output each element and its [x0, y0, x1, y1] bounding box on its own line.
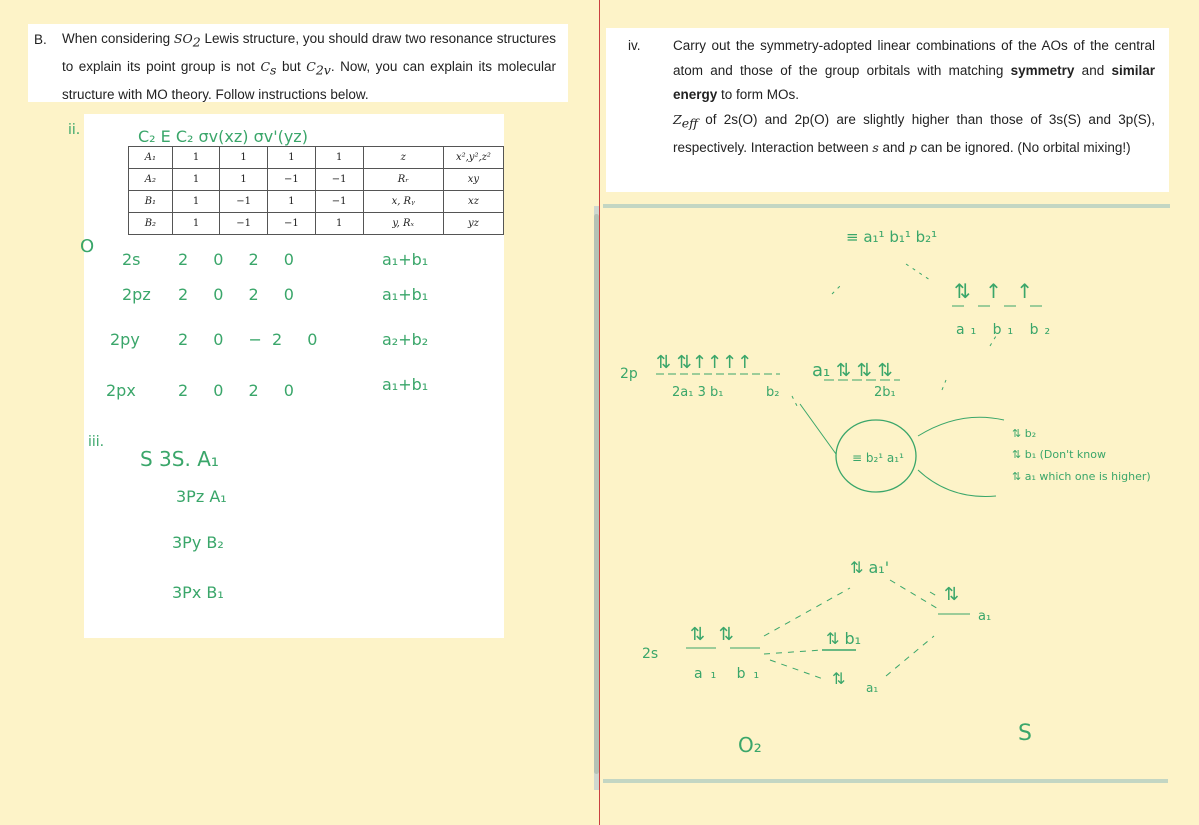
hw-ii-label: ii.	[68, 122, 81, 138]
irrep-cell: B₁	[129, 191, 173, 213]
quadratic-function-cell: xz	[443, 191, 503, 213]
irrep-cell: B₂	[129, 213, 173, 235]
hw-s-top-arrows: ⇅ ↑ ↑	[954, 279, 1037, 303]
hw-s-3s-level: ⇅	[944, 584, 960, 605]
character-cell: 1	[315, 213, 363, 235]
hw-row-2px-result: a₁+b₁	[382, 375, 429, 394]
character-cell: 1	[172, 169, 219, 191]
linear-function-cell: Rᵣ	[363, 169, 443, 191]
hw-o2p-b2: b₂	[766, 385, 780, 400]
hw-row-2px-values: 2 0 2 0	[178, 381, 304, 400]
hw-row-2px: 2px	[106, 381, 136, 400]
hw-row-2pz-result: a₁+b₁	[382, 285, 429, 304]
hw-row-2py-result: a₂+b₂	[382, 330, 429, 349]
hw-s-3s-label: a₁	[978, 609, 992, 624]
question-b-label: B.	[34, 32, 47, 47]
hw-low-a1-top: ⇅ a₁'	[850, 558, 890, 577]
hw-s-3pz: 3Pz A₁	[176, 487, 227, 506]
character-cell: 1	[172, 213, 219, 235]
question-b-text: When considering $SO_2$ Lewis structure, you should draw two resonance structures to explain its point group is not $C_s$ but $C_{2v}$. Now, you can explain its molecular structure with MO theory. Follow instructions below.	[62, 31, 557, 103]
quadratic-function-cell: yz	[443, 213, 503, 235]
character-cell: 1	[315, 147, 363, 169]
question-iv-para-2: $Z_{eff}$ of 2s(O) and 2p(O) are slightly higher than those of 3s(S) and 3p(S), respectively. Interaction between s and p can be ignored. (No orbital mixing!)	[673, 111, 1155, 155]
hw-mid-labels: 2b₁	[874, 385, 896, 400]
character-cell: 1	[172, 147, 219, 169]
linear-function-cell: z	[363, 147, 443, 169]
irrep-cell: A₁	[129, 147, 173, 169]
linear-function-cell: y, Rₓ	[363, 213, 443, 235]
hw-iii-label: iii.	[88, 434, 105, 450]
hw-label-o2: O₂	[738, 733, 762, 757]
hw-label-2p: 2p	[620, 366, 638, 382]
hw-row-2pz: 2pz	[122, 285, 151, 304]
hw-s-top-labels: a₁ b₁ b₂	[956, 322, 1057, 338]
hw-top-config: ≡ a₁¹ b₁¹ b₂¹	[846, 228, 938, 246]
quadratic-function-cell: x²,y²,z²	[443, 147, 503, 169]
character-cell: −1	[220, 213, 268, 235]
hw-o-label: O	[80, 236, 95, 257]
character-cell: −1	[268, 169, 316, 191]
hw-row-2s: 2s	[122, 250, 141, 269]
hw-mid-arrows: a₁ ⇅ ⇅ ⇅	[812, 360, 893, 381]
character-cell: −1	[220, 191, 268, 213]
hw-s-3s: S 3S. A₁	[140, 447, 219, 471]
character-cell: 1	[172, 191, 219, 213]
hw-s-3py: 3Py B₂	[172, 533, 224, 552]
hw-s-3px: 3Px B₁	[172, 583, 224, 602]
hw-row-2pz-values: 2 0 2 0	[178, 285, 304, 304]
character-cell: 1	[220, 147, 268, 169]
hw-o2p-labels: 2a₁ 3 b₁	[672, 385, 724, 400]
question-iv-para-1: Carry out the symmetry-adopted linear combinations of the AOs of the central atom and those of the group orbitals with matching symmetry and similar energy to form MOs.	[673, 38, 1155, 102]
hw-label-s: S	[1018, 721, 1032, 746]
character-cell: −1	[315, 191, 363, 213]
question-iv-label: iv.	[628, 38, 641, 53]
linear-function-cell: x, Rᵧ	[363, 191, 443, 213]
hw-o2s-arrows: ⇅ ⇅	[690, 624, 738, 645]
character-cell: 1	[268, 147, 316, 169]
hw-row-2s-values: 2 0 2 0	[178, 250, 304, 269]
irrep-cell: A₂	[129, 169, 173, 191]
character-cell: −1	[315, 169, 363, 191]
hw-circle-text: ≡ b₂¹ a₁¹	[852, 451, 904, 465]
hw-low-a1: ⇅	[832, 669, 846, 688]
quadratic-function-cell: xy	[443, 169, 503, 191]
hw-row-2s-result: a₁+b₁	[382, 250, 429, 269]
hw-note-line-2: ⇅ b₁ (Don't know	[1012, 448, 1106, 461]
hw-note-line-3: ⇅ a₁ which one is higher)	[1012, 470, 1151, 483]
hw-o2s-labels: a₁ b₁	[694, 666, 768, 682]
character-cell: 1	[220, 169, 268, 191]
character-cell: −1	[268, 213, 316, 235]
hw-low-a1-label: a₁	[866, 681, 879, 695]
hw-row-2py: 2py	[110, 330, 140, 349]
character-cell: 1	[268, 191, 316, 213]
hw-note-line-1: ⇅ b₂	[1012, 427, 1037, 440]
hw-o2p-arrows: ⇅ ⇅↑↑↑↑	[656, 352, 753, 373]
hw-row-2py-values: 2 0 −2 0	[178, 330, 328, 349]
hw-low-b1: ⇅ b₁	[826, 629, 862, 648]
hw-label-2s: 2s	[642, 646, 659, 662]
hw-table-header: C₂ E C₂ σv(xz) σv'(yz)	[138, 127, 308, 146]
